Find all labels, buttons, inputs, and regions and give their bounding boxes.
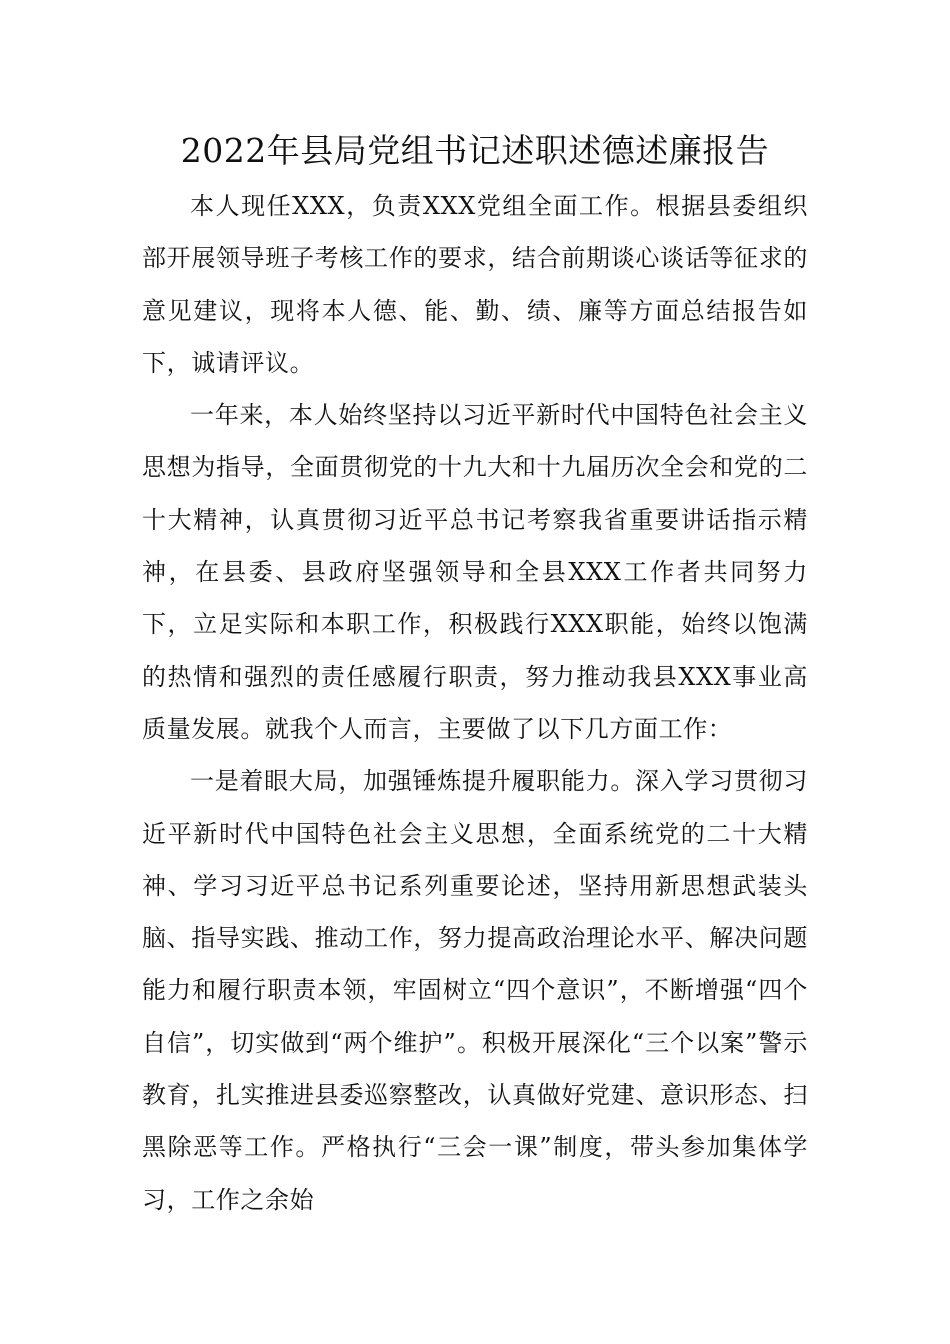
document-body bbox=[142, 180, 808, 1226]
paragraph-intro: 本人现任XXX，负责XXX党组全面工作。根据县委组织部开展领导班子考核工作的要求，结合前期谈心谈话等征求的意见建议，现将本人德、能、勤、绩、廉等方面总结报告如下，诚请评议。 bbox=[142, 192, 808, 377]
paragraph-overview: 一年来，本人始终坚持以习近平新时代中国特色社会主义思想为指导，全面贯彻党的十九大和十九届历次全会和党的二十大精神，认真贯彻习近平总书记考察我省重要讲话指示精神，在县委、县政府坚强领导和全县XXX工作者共同努力下，立足实际和本职工作，积极践行XXX职能，始终以饱满的热情和强烈的责任感履行职责，努力推动我县XXX事业高质量发展。就我个人而言，主要做了以下几方面工作： bbox=[142, 401, 808, 743]
document-title: 2022年县局党组书记述职述德述廉报告 bbox=[180, 131, 770, 170]
paragraph-point-one: 一是着眼大局，加强锤炼提升履职能力。深入学习贯彻习近平新时代中国特色社会主义思想，全面系统党的二十大精神、学习习近平总书记系列重要论述，坚持用新思想武装头脑、指导实践、推动工作，努力提高政治理论水平、解决问题能力和履行职责本领，牢固树立“四个意识”，不断增强“四个自信”，切实做到“两个维护”。积极开展深化“三个以案”警示教育，扎实推进县委巡察整改，认真做好党建、意识形态、扫黑除恶等工作。严格执行“三会一课”制度，带头参加集体学习，工作之余始 bbox=[142, 767, 808, 1214]
